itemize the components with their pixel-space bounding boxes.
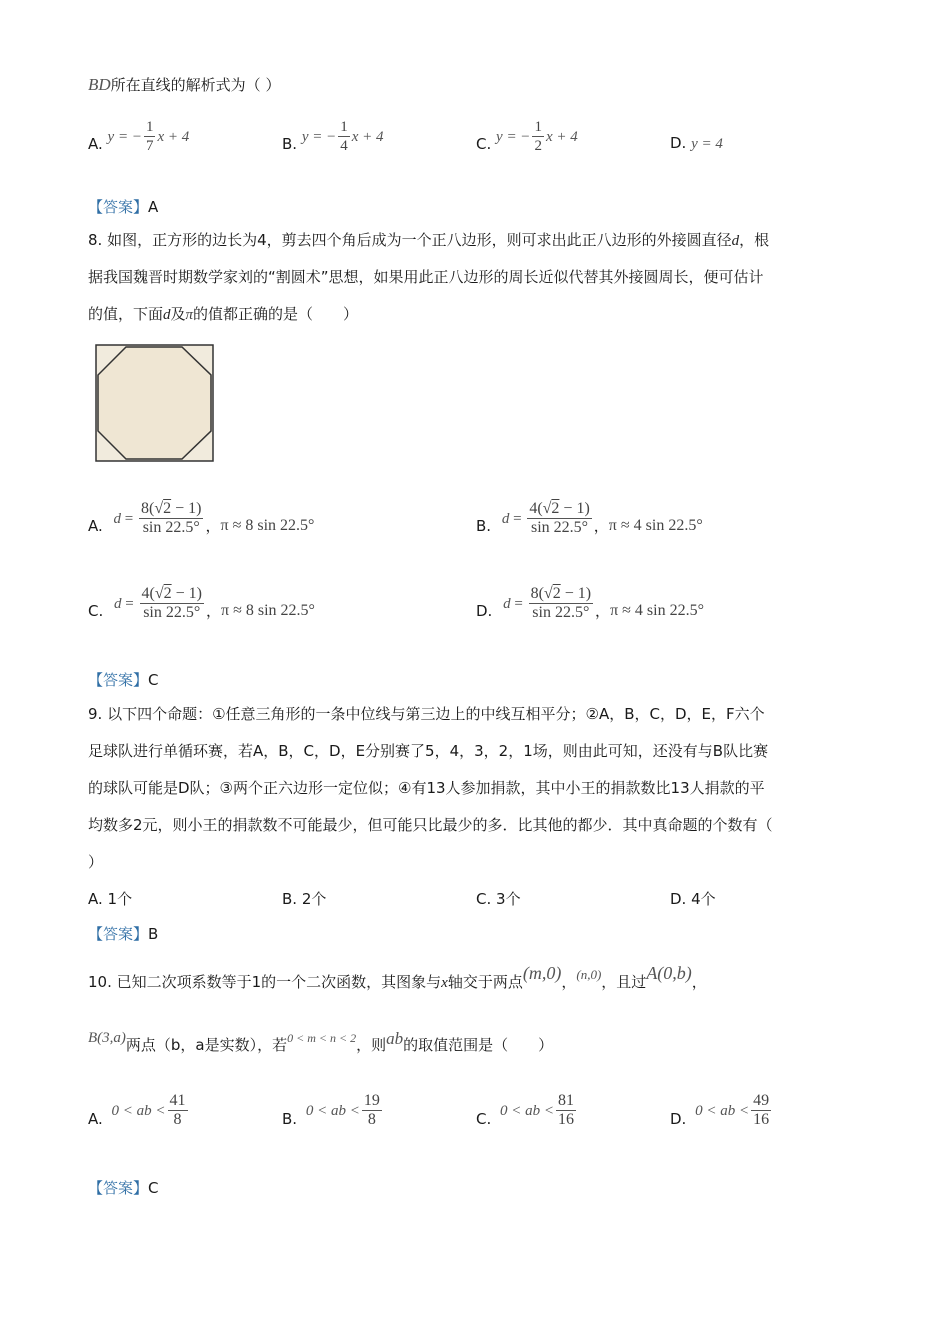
q9-line-1 <box>88 696 765 733</box>
frac-num: 19 <box>363 1092 380 1109</box>
frac-den: 8 <box>367 1111 376 1128</box>
q10-text: ，则 <box>356 1036 387 1054</box>
answer-value: C <box>148 671 159 689</box>
q7-option-a <box>88 118 189 155</box>
answer-tag: 【答案】 <box>88 671 149 689</box>
frac-den: 7 <box>145 138 154 154</box>
option-label: A. <box>88 134 103 153</box>
q9-text: ） <box>88 853 104 871</box>
q8-var-d: d <box>731 233 740 249</box>
option-label: D. <box>670 890 687 908</box>
option-label: C. <box>88 601 104 620</box>
q10-line-2 <box>88 1030 553 1061</box>
answer-tag: 【答案】 <box>88 198 149 216</box>
q8-option-d: D. d = $\frac{8(√2 - 1)}{\sin 22.5^\circ}$ ，π ≈ 4 sin 22.5° <box>476 585 704 621</box>
frac-den: sin 22.5° <box>142 519 200 536</box>
option-label: D. <box>670 134 687 152</box>
q8-answer <box>88 669 159 690</box>
option-label: D. <box>670 1109 687 1128</box>
q10-option-a <box>88 1092 190 1129</box>
point-a: A(0,b) <box>646 963 692 983</box>
answer-value: B <box>148 925 159 943</box>
q8-text: 的值都正确的是（ ） <box>193 305 359 323</box>
q9-line-4 <box>88 807 773 844</box>
pi-approx: π ≈ 8 sin 22.5° <box>220 516 315 534</box>
q7-var: BD <box>88 75 111 94</box>
frac-num: 81 <box>558 1092 575 1109</box>
option-label: C. <box>476 134 492 153</box>
option-pre: 0 < ab < <box>695 1103 750 1119</box>
frac-coef: 8( <box>141 500 155 517</box>
octagon-in-square-diagram <box>94 343 216 463</box>
frac-num: 41 <box>169 1092 186 1109</box>
option-label: D. <box>476 601 493 620</box>
option-tail: x + 4 <box>545 129 578 145</box>
q8-line-1 <box>88 222 769 260</box>
pi-approx: π ≈ 8 sin 22.5° <box>220 601 315 619</box>
q7-option-c <box>476 118 578 155</box>
answer-tag: 【答案】 <box>88 925 149 943</box>
option-text: 4个 <box>691 890 716 908</box>
frac-den: sin 22.5° <box>143 604 201 621</box>
option-eq: y = − <box>107 129 142 145</box>
option-text: 2个 <box>301 890 327 908</box>
q10-line-1 <box>88 963 707 998</box>
q9-text: 9. 以下四个命题：①任意三角形的一条中位线与第三边上的中线互相平分；②A，B，C，D，E，F六个 <box>88 705 765 723</box>
pi-approx: π ≈ 4 sin 22.5° <box>608 516 703 534</box>
q9-line-2 <box>88 733 768 770</box>
q9-option-d <box>670 888 716 909</box>
frac-num: 49 <box>753 1092 770 1109</box>
frac-num: 1 <box>340 119 348 135</box>
frac-den: 2 <box>534 138 542 154</box>
option-label: C. <box>476 1109 492 1128</box>
option-label: B. <box>282 890 298 908</box>
pi-approx: π ≈ 4 sin 22.5° <box>610 601 704 619</box>
frac-den: 16 <box>558 1111 575 1128</box>
option-label: B. <box>282 134 298 153</box>
q9-text: 均数多2元，则小王的捐款数不可能最少，但可能只比最少的多．比其他的都少．其中真命题的个数有（ <box>88 816 773 834</box>
q10-option-d <box>670 1092 773 1129</box>
q8-var-d: d <box>163 307 171 323</box>
q9-line-3 <box>88 770 765 807</box>
answer-tag: 【答案】 <box>88 1179 149 1197</box>
frac-tail: − 1) <box>559 500 590 517</box>
option-eq: y = 4 <box>691 136 723 152</box>
var-ab: ab <box>386 1029 404 1048</box>
frac-den: sin 22.5° <box>532 604 590 621</box>
option-tail: x + 4 <box>157 129 190 145</box>
q8-line-3 <box>88 296 358 334</box>
frac-coef: 4( <box>141 585 155 602</box>
q10-option-c <box>476 1092 578 1129</box>
answer-value: C <box>148 1179 159 1197</box>
point-m: (m,0) <box>522 963 562 983</box>
option-label: A. <box>88 890 103 908</box>
option-text: 3个 <box>496 890 521 908</box>
option-label: B. <box>476 516 492 535</box>
radicand: 2 <box>552 585 561 602</box>
frac-coef: 4( <box>529 500 543 517</box>
q8-option-c: C. d = $\frac{4(√2 - 1)}{\sin 22.5^\circ}$ ，π ≈ 8 sin 22.5° <box>88 585 315 621</box>
option-pre: 0 < ab < <box>111 1103 166 1119</box>
radicand: 2 <box>551 500 560 517</box>
option-label: A. <box>88 516 103 535</box>
q7-answer <box>88 196 158 217</box>
q10-var-x: x <box>441 975 448 991</box>
option-tail: x + 4 <box>351 129 384 145</box>
octagon-outline <box>98 347 211 459</box>
q9-text: 的球队可能是D队；③两个正六边形一定位似；④有13人参加捐款，其中小王的捐款数比13人捐款的平 <box>88 779 765 797</box>
q8-pi: π <box>185 307 194 323</box>
q9-line-5 <box>88 844 103 881</box>
q8-line-2 <box>88 259 764 296</box>
octagon-figure <box>94 343 216 463</box>
condition: 0 < m < n < 2 <box>287 1031 357 1045</box>
q9-answer <box>88 923 158 944</box>
frac-tail: − 1) <box>560 585 592 602</box>
frac-den: 16 <box>753 1111 770 1128</box>
q10-text: 两点（b，a是实数），若 <box>125 1036 288 1054</box>
point-b: B(3,a) <box>88 1030 126 1046</box>
q10-text: 的取值范围是（ ） <box>403 1036 554 1054</box>
radicand: 2 <box>163 500 172 517</box>
q8-text: ，根 <box>739 231 770 249</box>
q10-text: ，且过 <box>601 973 647 991</box>
q8-text: 的值，下面 <box>88 305 164 323</box>
q10-answer <box>88 1177 159 1198</box>
q10-text: 10. 已知二次项系数等于1的一个二次函数，其图象与 <box>88 973 442 991</box>
q9-option-c <box>476 888 521 909</box>
answer-value: A <box>148 198 159 216</box>
frac-den: 4 <box>340 138 348 154</box>
option-eq: y = − <box>496 129 531 145</box>
option-text: 1个 <box>107 890 133 908</box>
q7-option-b <box>282 118 384 155</box>
frac-tail: − 1) <box>171 500 202 517</box>
q8-text: 据我国魏晋时期数学家刘的“割圆术”思想，如果用此正八边形的周长近似代替其外接圆周长，便可估计 <box>88 268 764 286</box>
radicand: 2 <box>163 585 172 602</box>
q8-text: 及 <box>170 305 186 323</box>
option-pre: 0 < ab < <box>500 1103 555 1119</box>
option-label: B. <box>282 1109 298 1128</box>
frac-tail: − 1) <box>171 585 202 602</box>
option-eq: y = − <box>301 129 337 145</box>
q10-option-b <box>282 1092 384 1129</box>
q10-text: 轴交于两点 <box>447 973 523 991</box>
frac-den: sin 22.5° <box>531 519 589 536</box>
q9-option-a <box>88 888 132 909</box>
option-label: C. <box>476 890 492 908</box>
q7-stem-text: 所在直线的解析式为（ ） <box>110 76 281 94</box>
q8-option-a: A. d = $\frac{8(√2 - 1)}{\sin 22.5^\circ}$ ，π ≈ 8 sin 22.5° <box>88 500 315 536</box>
point-n: (n,0) <box>576 967 602 982</box>
q9-option-b <box>282 888 326 909</box>
q7-option-d <box>670 134 723 153</box>
option-label: A. <box>88 1109 103 1128</box>
q10-text: ， <box>561 973 577 991</box>
q7-stem <box>88 72 280 98</box>
frac-num: 1 <box>145 119 154 135</box>
frac-num: 1 <box>534 119 542 135</box>
option-pre: 0 < ab < <box>305 1103 360 1119</box>
q10-text: ， <box>691 973 707 991</box>
q8-text: 8. 如图，正方形的边长为4，剪去四个角后成为一个正八边形，则可求出此正八边形的外接圆直径 <box>88 231 732 249</box>
q9-text: 足球队进行单循环赛，若A，B，C，D，E分别赛了5，4，3，2，1场，则由此可知，还没有与B队比赛 <box>88 742 769 760</box>
frac-coef: 8( <box>530 585 544 602</box>
q8-option-b: B. d = $\frac{4(√2 - 1)}{\sin 22.5^\circ}$ ，π ≈ 4 sin 22.5° <box>476 500 703 536</box>
frac-den: 8 <box>173 1111 182 1128</box>
